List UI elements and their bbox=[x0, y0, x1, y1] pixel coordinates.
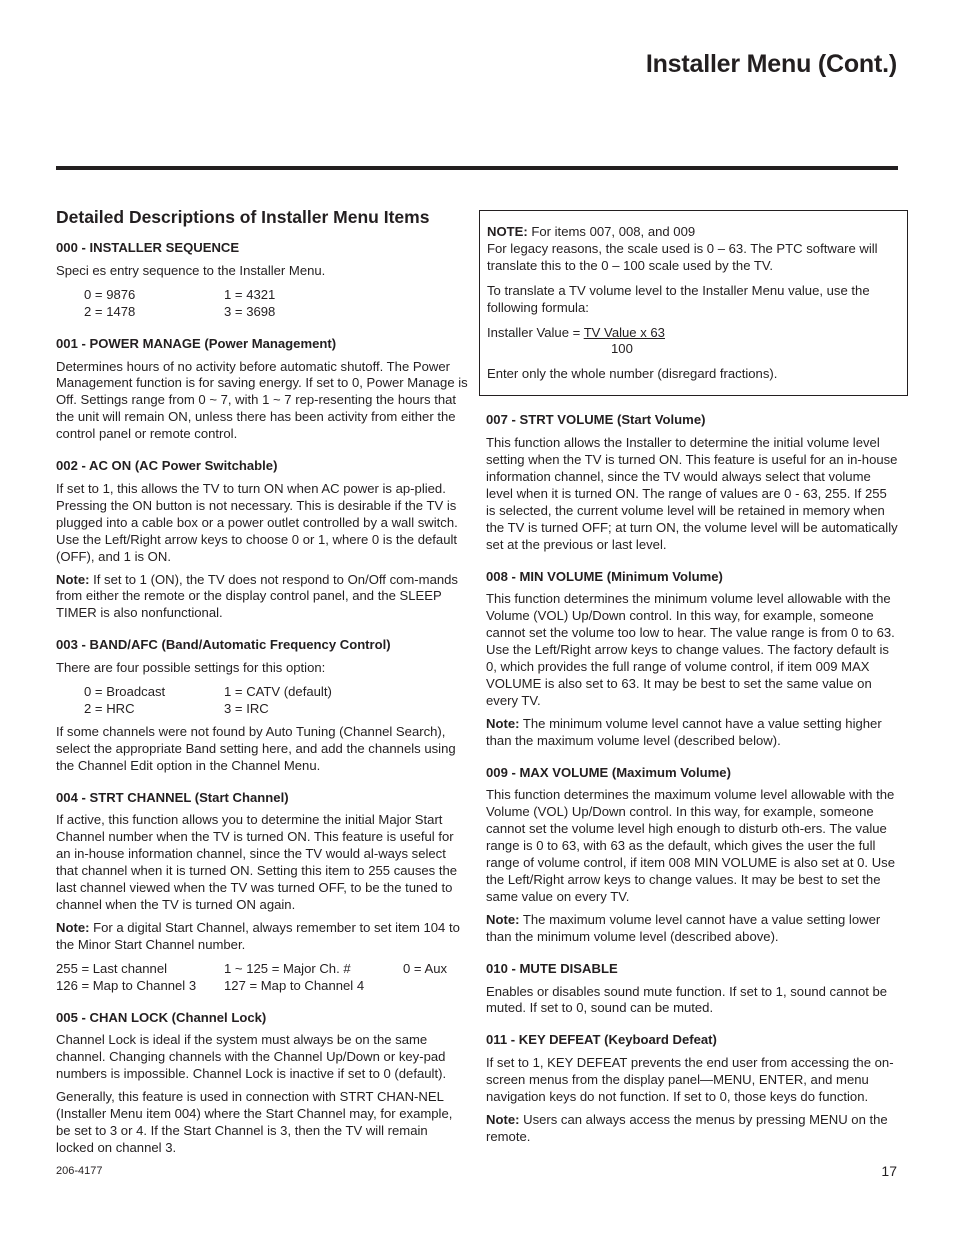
value-cell: 0 = Broadcast bbox=[84, 684, 166, 700]
item-title: 005 - CHAN LOCK (Channel Lock) bbox=[56, 1009, 267, 1025]
formula bbox=[487, 325, 899, 342]
item-description: Enables or disables sound mute function. If set to 1, sound cannot be muted. If set to 0, sound can be muted. bbox=[486, 983, 888, 1016]
note-box-text: Enter only the whole number (disregard fractions). bbox=[487, 366, 778, 382]
item-title: 004 - STRT CHANNEL (Start Channel) bbox=[56, 789, 289, 805]
note-label: Note: bbox=[486, 911, 520, 927]
value-cell: 3 = 3698 bbox=[224, 303, 276, 319]
left-column bbox=[56, 206, 468, 1172]
value-table bbox=[84, 287, 275, 321]
item-000 bbox=[56, 240, 468, 321]
item-005 bbox=[56, 1010, 468, 1157]
item-description: If set to 1, this allows the TV to turn ON when AC power is ap-plied. Pressing the ON button is not necessary. This is desirable if the TV is plugged into a cable box or a power outlet controlled by a wall switch. Use the Left/Right arrow keys to choose 0 or 1, where 0 is the default (OFF), and 1 is ON. bbox=[56, 480, 458, 564]
item-description: This function allows the Installer to determine the initial volume level setting when the TV is turned ON. This feature is useful for an in-house information channel, since the TV would always select that volume level when it is turned ON. The range of values are 0 - 63, 255. If 255 is selected, the current volume level will be retained in memory when the TV is turned OFF; at turn ON, the volume level will be automatically set at the previous or last level. bbox=[486, 435, 898, 552]
formula-denominator: 100 bbox=[611, 341, 633, 357]
note-label: Note: bbox=[486, 715, 520, 731]
item-description: This function determines the minimum volume level allowable with the Volume (VOL) Up/Down control. In this way, for example, someone cannot set the volume too low to hear. The value range is from 0 to 63. Use the Left/Right arrow keys to change values. The factory default is 0, which provides the full range of volume control, if item 009 MAX VOLUME is also set to 63. It may be best to set the same value on every TV. bbox=[486, 591, 895, 708]
section-title: Detailed Descriptions of Installer Menu Items bbox=[56, 207, 430, 227]
item-title: 008 - MIN VOLUME (Minimum Volume) bbox=[486, 568, 723, 584]
value-cell: 1 ~ 125 = Major Ch. # bbox=[224, 960, 351, 976]
item-description: If set to 1, KEY DEFEAT prevents the end user from accessing the on-screen menus from the display panel—MENU, ENTER, and menu navigation keys do not function. If set to 0, those keys do function. bbox=[486, 1055, 894, 1105]
value-cell: 126 = Map to Channel 3 bbox=[56, 977, 197, 993]
value-cell: 0 = Aux bbox=[403, 960, 448, 976]
item-note bbox=[486, 716, 898, 750]
note-box-text: To translate a TV volume level to the Installer Menu value, use the following formula: bbox=[487, 282, 870, 315]
item-008 bbox=[486, 569, 898, 750]
item-description: Generally, this feature is used in connection with STRT CHAN-NEL (Installer Menu item 004) where the Start Channel may, for example, be set to 3 or 4. If the Start Channel is 3, then the TV will remain locked on channel 3. bbox=[56, 1089, 453, 1155]
item-description: If some channels were not found by Auto Tuning (Channel Search), select the appropriate Band setting here, and add the channels using the Channel Edit option in the Channel Menu. bbox=[56, 723, 456, 773]
note-label: Note: bbox=[56, 919, 90, 935]
item-note bbox=[56, 572, 468, 623]
note-text: The minimum volume level cannot have a value setting higher than the maximum volume level (described below). bbox=[486, 715, 882, 748]
value-table bbox=[84, 684, 332, 718]
item-description: Speci es entry sequence to the Installer Menu. bbox=[56, 262, 326, 278]
item-description: There are four possible settings for this option: bbox=[56, 660, 326, 676]
item-title: 011 - KEY DEFEAT (Keyboard Defeat) bbox=[486, 1032, 717, 1048]
note-text: If set to 1 (ON), the TV does not respond to On/Off com-mands from either the remote or the display control panel, and the SLEEP TIMER is also nonfunctional. bbox=[56, 571, 458, 621]
note-text: The maximum volume level cannot have a value setting lower than the minimum volume level (described above). bbox=[486, 911, 881, 944]
item-description: Determines hours of no activity before automatic shutoff. The Power Management function is for saving energy. If set to 0, Power Manage is Off. Settings range from 0 ~ 7, with 1 ~ 7 rep-resenting the hours that the unit will remain ON, unless there has been activity from either the control panel or remote control. bbox=[56, 358, 468, 442]
item-title: 000 - INSTALLER SEQUENCE bbox=[56, 240, 240, 255]
item-description: Channel Lock is ideal if the system must always be on the same channel. Changing channels with the Channel Up/Down or key-pad numbers is impossible. Channel Lock is inactive if set to 0 (default). bbox=[56, 1032, 447, 1082]
note-text: For items 007, 008, and 009 bbox=[527, 224, 696, 239]
formula-lhs: Installer Value = bbox=[487, 324, 584, 340]
item-note bbox=[486, 912, 898, 946]
formula-numerator: TV Value x 63 bbox=[583, 324, 665, 340]
item-title: 010 - MUTE DISABLE bbox=[486, 960, 618, 976]
value-cell: 2 = 1478 bbox=[84, 303, 136, 319]
item-title: 001 - POWER MANAGE (Power Management) bbox=[56, 335, 337, 351]
value-cell: 127 = Map to Channel 4 bbox=[224, 977, 365, 993]
right-column bbox=[486, 210, 898, 1161]
note-box-text: For legacy reasons, the scale used is 0 – 63. The PTC software will translate this to the 0 – 100 scale used by the TV. bbox=[487, 240, 878, 273]
value-cell: 255 = Last channel bbox=[56, 960, 168, 976]
item-description: This function determines the maximum volume level allowable with the Volume (VOL) Up/Down control. In this way, for example, someone cannot set the volume level high enough to disturb oth-ers. The value range is 0 to 63, with 63 as the default, which gives the user the full range of volume control, if item 008 MIN VOLUME is also set at 0. Use the Left/Right arrow keys to change values. It may be best to set the same value on every TV. bbox=[486, 787, 895, 904]
value-table bbox=[56, 961, 447, 995]
page-title: Installer Menu (Cont.) bbox=[645, 50, 897, 78]
item-009 bbox=[486, 765, 898, 946]
item-003 bbox=[56, 637, 468, 774]
value-cell: 2 = HRC bbox=[84, 700, 135, 716]
value-cell: 0 = 9876 bbox=[84, 286, 136, 302]
note-label: Note: bbox=[56, 571, 90, 587]
header-rule bbox=[56, 166, 898, 170]
item-011 bbox=[486, 1032, 898, 1145]
document-code: 206-4177 bbox=[56, 1165, 103, 1177]
item-title: 009 - MAX VOLUME (Maximum Volume) bbox=[486, 764, 731, 780]
note-label: Note: bbox=[486, 1111, 520, 1127]
item-description: If active, this function allows you to determine the initial Major Start Channel number when the TV is turned ON. This feature is useful for an in-house information channel, since the TV would al-ways select that channel when it is turned ON. Setting this item to 255 causes the last channel viewed when the TV was turned OFF, to be the tuned to channel when the TV is turned ON again. bbox=[56, 812, 458, 912]
value-cell: 3 = IRC bbox=[224, 700, 269, 716]
item-002 bbox=[56, 458, 468, 622]
item-004 bbox=[56, 790, 468, 995]
note-box-heading bbox=[487, 224, 899, 241]
item-001 bbox=[56, 336, 468, 443]
item-title: 003 - BAND/AFC (Band/Automatic Frequency Control) bbox=[56, 637, 391, 653]
item-010 bbox=[486, 961, 898, 1018]
note-box bbox=[479, 210, 908, 396]
value-cell: 1 = 4321 bbox=[224, 286, 276, 302]
note-text: Users can always access the menus by pressing MENU on the remote. bbox=[486, 1111, 888, 1144]
item-note bbox=[56, 920, 468, 954]
note-label: NOTE: bbox=[487, 224, 528, 239]
item-note bbox=[486, 1112, 898, 1146]
item-title: 002 - AC ON (AC Power Switchable) bbox=[56, 458, 278, 474]
item-title: 007 - STRT VOLUME (Start Volume) bbox=[486, 412, 706, 428]
page-number: 17 bbox=[881, 1163, 897, 1179]
value-cell: 1 = CATV (default) bbox=[224, 684, 332, 700]
note-text: For a digital Start Channel, always remember to set item 104 to the Minor Start Channel number. bbox=[56, 919, 460, 952]
item-007 bbox=[486, 412, 898, 553]
